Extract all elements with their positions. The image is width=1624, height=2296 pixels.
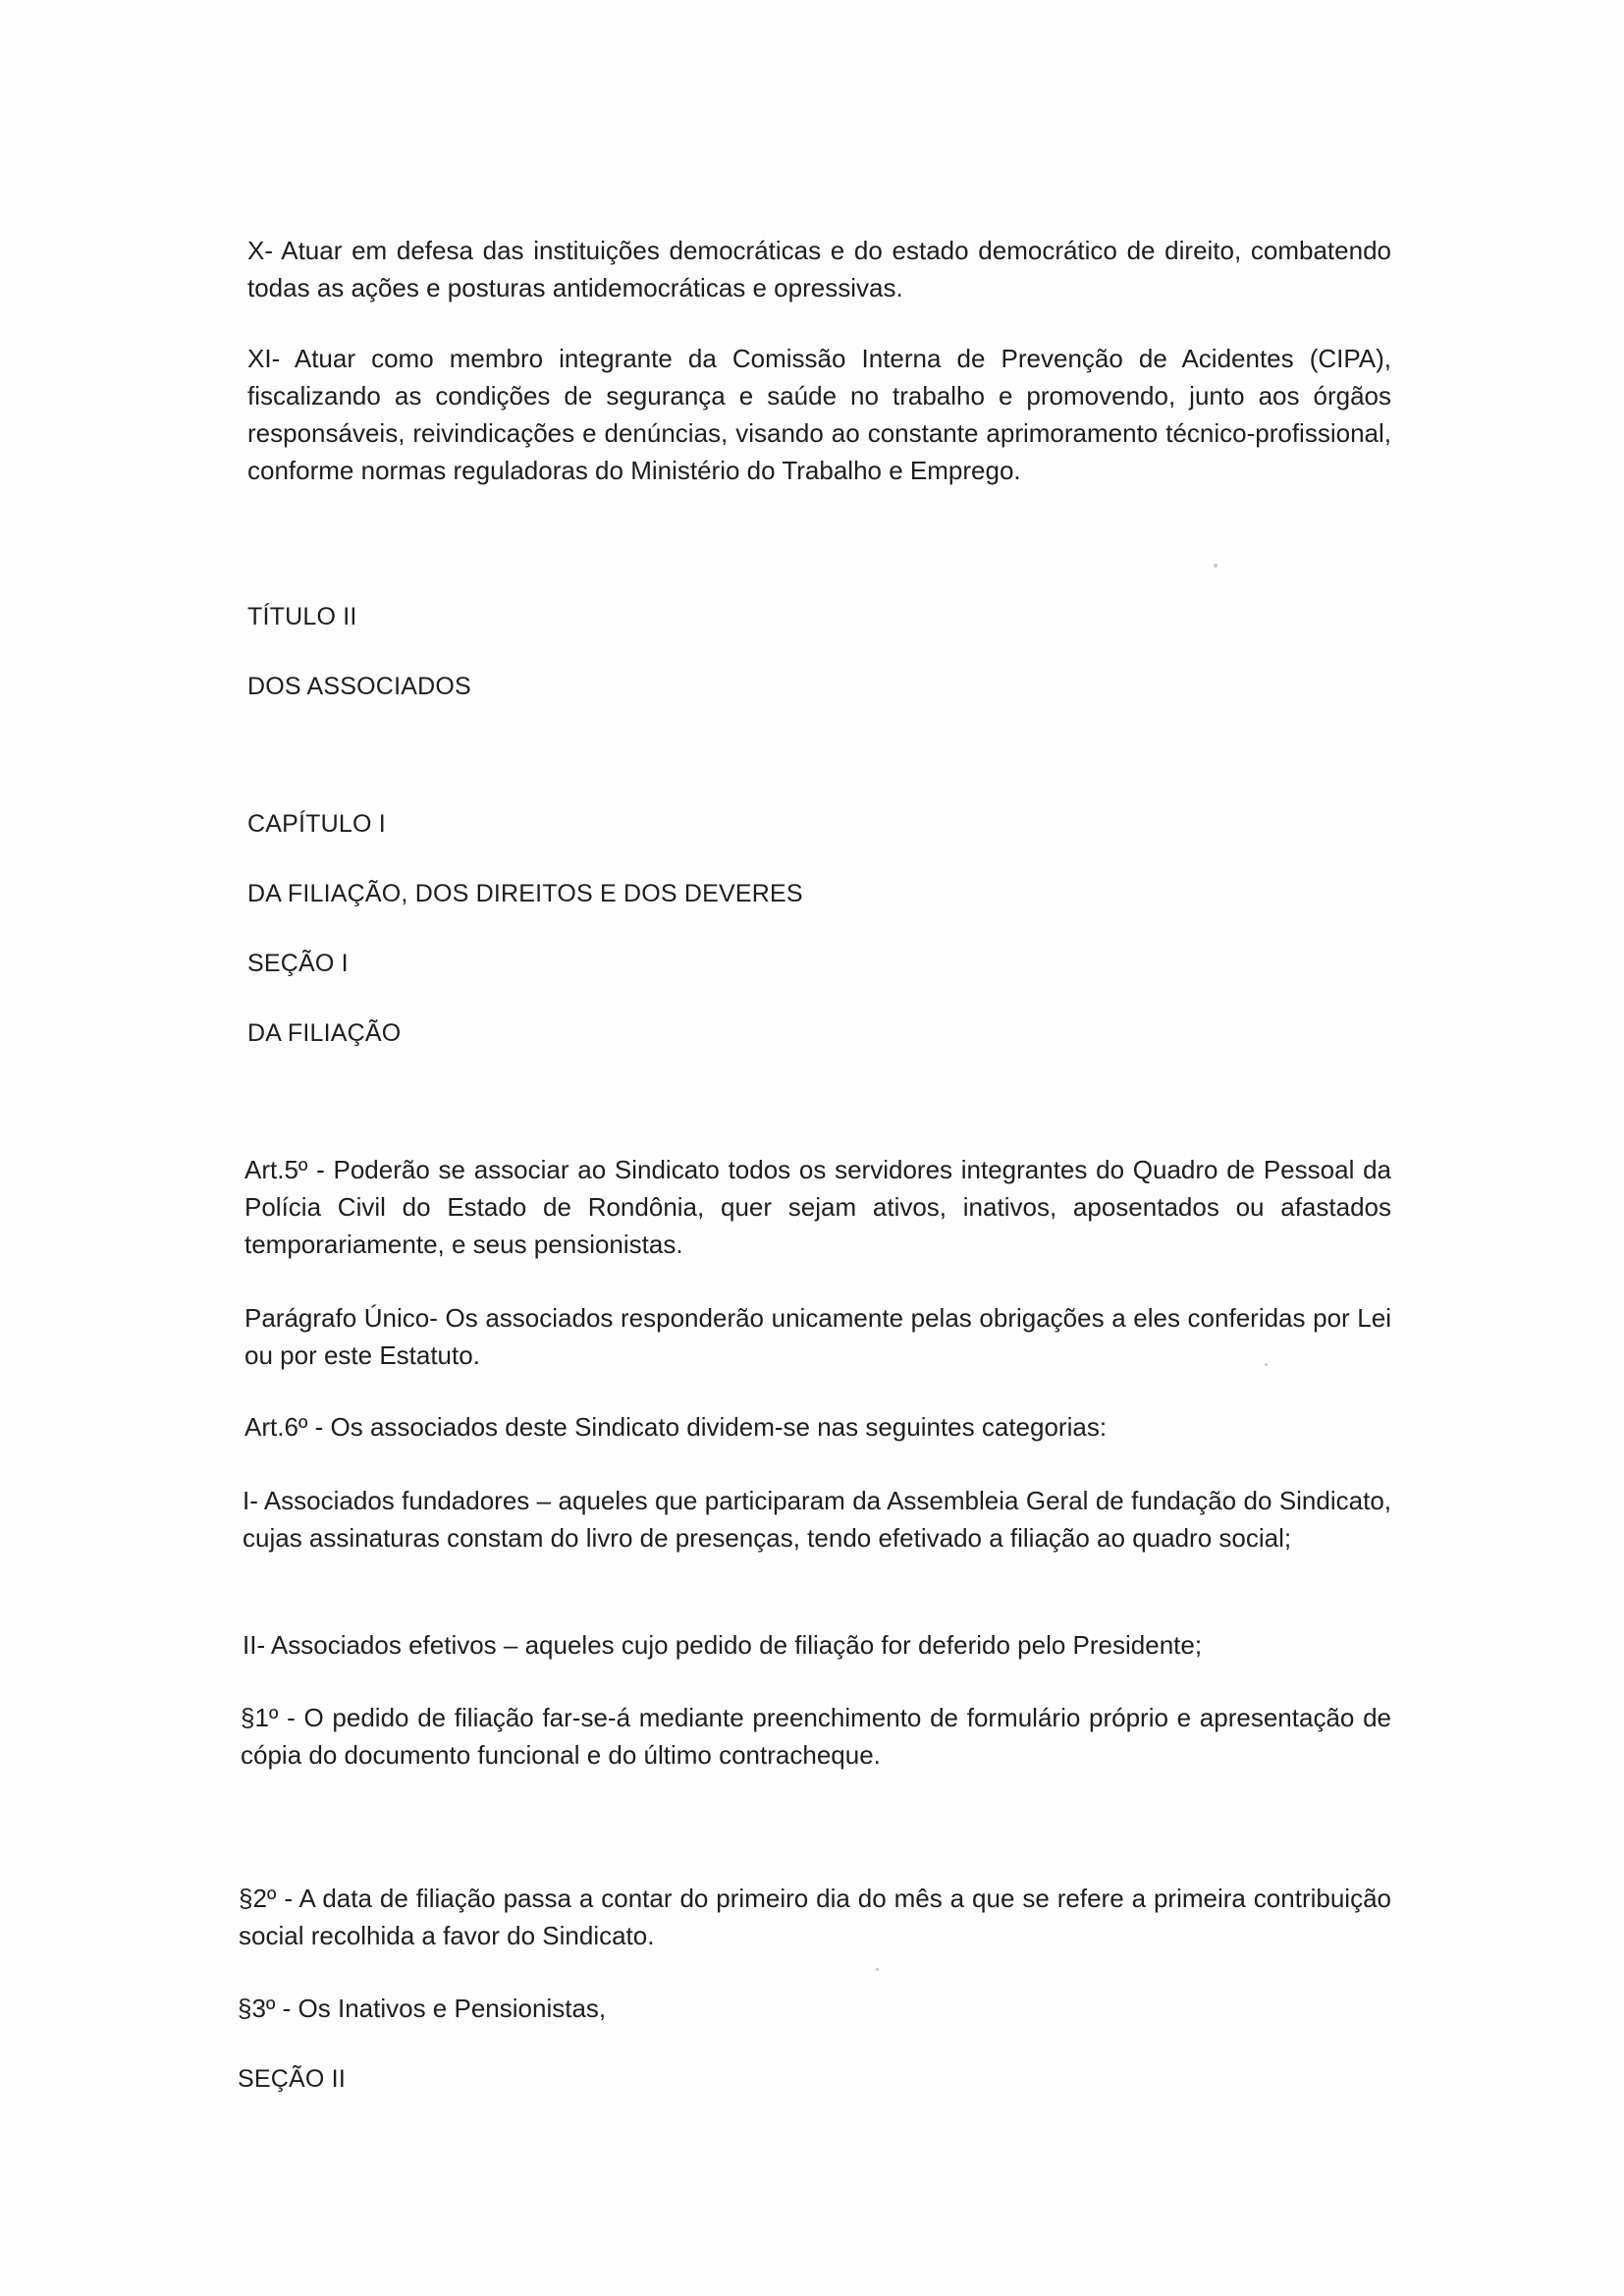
- paragraph-item-xi: XI- Atuar como membro integrante da Comissão Interna de Prevenção de Acidentes (CIPA), fiscalizando as condições de segurança e saúde no trabalho e promovendo, junto aos órgãos responsáveis, reivindicações e denúncias, visando ao constante aprimoramento técnico-profissional, conforme normas reguladoras do Ministério do Trabalho e Emprego.: [247, 344, 1391, 485]
- article-6: Art.6º - Os associados deste Sindicato dividem-se nas seguintes categorias:: [244, 1412, 1108, 1442]
- paragrafo-unico: Parágrafo Único- Os associados responderão unicamente pelas obrigações a eles conferidas por Lei ou por este Estatuto.: [244, 1303, 1391, 1370]
- scan-speck: [876, 1968, 879, 1971]
- paragraph-2: §2º - A data de filiação passa a contar do primeiro dia do mês a que se refere a primeira contribuição social recolhida a favor do Sindicato.: [239, 1884, 1391, 1950]
- article-6-item-i: I- Associados fundadores – aqueles que participaram da Assembleia Geral de fundação do Sindicato, cujas assinaturas constam do livro de presenças, tendo efetivado a filiação ao quadro social;: [243, 1486, 1391, 1553]
- capitulo-subject-heading: DA FILIAÇÃO, DOS DIREITOS E DOS DEVERES: [247, 880, 803, 907]
- titulo-heading: TÍTULO II: [247, 603, 357, 630]
- secao-1-subject-heading: DA FILIAÇÃO: [247, 1019, 402, 1047]
- article-6-item-ii: II- Associados efetivos – aqueles cujo pedido de filiação for deferido pelo Presidente;: [243, 1630, 1203, 1660]
- titulo-subject-heading: DOS ASSOCIADOS: [247, 673, 471, 700]
- paragraph-3: §3º - Os Inativos e Pensionistas,: [238, 1994, 607, 2023]
- scan-speck: [1214, 564, 1218, 568]
- secao-1-heading: SEÇÃO I: [247, 950, 349, 977]
- scan-speck: [1265, 1363, 1268, 1366]
- secao-2-heading: SEÇÃO II: [238, 2065, 346, 2093]
- paragraph-1: §1º - O pedido de filiação far-se-á mediante preenchimento de formulário próprio e apresentação de cópia do documento funcional e do último contracheque.: [241, 1703, 1391, 1770]
- paragraph-item-x: X- Atuar em defesa das instituições democráticas e do estado democrático de direito, combatendo todas as ações e posturas antidemocráticas e opressivas.: [247, 236, 1391, 302]
- article-5: Art.5º - Poderão se associar ao Sindicato todos os servidores integrantes do Quadro de Pessoal da Polícia Civil do Estado de Rondônia, quer sejam ativos, inativos, aposentados ou afastados temporariamente, e seus pensionistas.: [244, 1155, 1391, 1259]
- capitulo-heading: CAPÍTULO I: [247, 810, 386, 838]
